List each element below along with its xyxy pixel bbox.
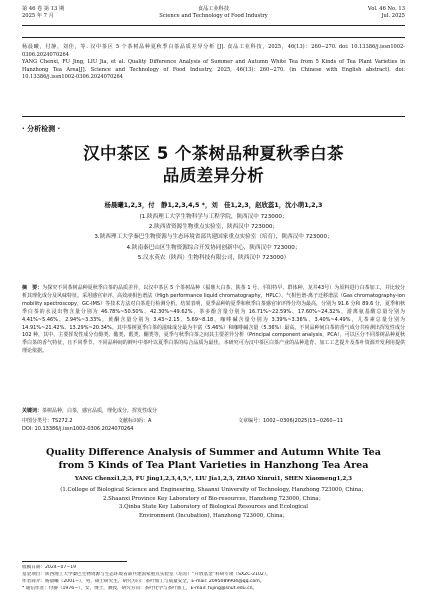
affiliation-cn: 4.陕南秦巴山区生物资源综合开发协同创新中心，陕西汉中 723000；	[126, 244, 301, 251]
affiliation-en: 2.Shaanxi Province Key Laboratory of Bio-resources, Hanzhong 723000, China；	[102, 495, 325, 502]
affiliation-en: (1.College of Biological Science and Engineering, Shaanxi University of Technology, Hanzhong 723000, China；	[60, 487, 367, 493]
document-code: 文献标识码：A	[118, 418, 152, 424]
header-rule	[22, 25, 405, 26]
keywords-cn	[22, 407, 405, 414]
clc-number: 中图分类号：TS272.2	[22, 418, 73, 424]
authors-cn: 杨晨曦1,2,3，付 静1,2,3,4,5 *，刘 佳1,2,3，赵欣蕊1，沈小萌1,2,3	[104, 201, 323, 209]
funding-note: 基金项目：陕西理工大学秦巴生物资源与生态环境省部共建国家重点实验室（培育）“开放基金”科研专项（SXZC-2102）。	[22, 571, 271, 577]
affiliation-en: 3.Qinba State Key Laboratory of Biological Resources and Ecological	[119, 504, 308, 511]
header-volume-en: Vol. 46 No. 13	[367, 6, 405, 12]
abstract-text: 为探究不同茶树品种夏秋季白茶的品质差异，以汉中茶区 5 个茶树品种（福鼎大白茶、陕茶 1 号、平阳特早、群体种、龙井43号）为原料进行白茶加工，并比较分析其理化成分及风味特征。采用感官审评、高效液相色谱法（High performance liquid chromatography，HPLC）、气相色谱-离子迁移谱法（Gas chromatography-ion mobility spectroscopy，GC-IMS）等技术方法对白茶进行检测分析。结果表明，夏季品种的夏季和秋季白茶感官审评得分均为最高，分别为 91.6 分和 89.6 分，夏季和秋季白茶的水浸出物含量分别为 46.78%~50.50%、42.30%~49.62%，茶多酚含量分别为 16.71%~22.59%、17.60%~24.32%，游离氨基酸总量分别为 4.41%~5.46%、2.94%~3.33%，黄酮含量分别为 3.43~2.15、5.69~8.18，咖啡碱含量分别为 3.39%~3.36%、3.40%~4.49%，儿茶素总量分别为 14.91%~21.42%、13.29%~20.34%。其中茶树夏季白茶的滋味成分最为丰富（5.46%）和咖啡碱含量（5.36%）最高。不同品种间白茶的香气成分共检测出挥发性成分 102 种，其中，主要挥发性成分有醇类、酯类、醛类、酮类等，夏季与秋季白茶之间其主要差异分析（Principal component analysis，PCA），可以区分不同茶树品种夏秋季白茶的香气特征，且不同季节、不同品种间的鲜叶中茶叶以夏季白茶的综合品质为最佳。本研究可为汉中茶区白茶产业的品种选育、加工工艺提升及茶叶资源开发利用提供理论依据。	[22, 285, 405, 355]
citation-top-rule	[22, 37, 405, 38]
header-date-en: Jul. 2025	[381, 13, 405, 19]
article-number: 文章编号：1002−0306(2025)13−0260−11	[238, 418, 344, 424]
section-label: · 分析检测 ·	[22, 125, 61, 133]
abstract-label: 摘 要：	[22, 285, 43, 291]
footnote-rule	[22, 561, 127, 562]
title-en-line2: from 5 Kinds of Tea Plant Varieties in Hanzhong Tea Area	[58, 460, 369, 471]
header-volume-right	[368, 6, 405, 20]
affiliation-cn: 5.汉水英农（陕西）生物科技有限公司，陕西汉中 723000）	[137, 254, 290, 261]
title-cn-line1: 汉中茶区 5 个茶树品种夏秋季白茶	[83, 144, 344, 163]
keywords-label: 关键词：	[22, 408, 43, 414]
citation-en: YANG Chenxi, FU Jing, LIU Jia, et al. Quality Difference Analysis of Summer and Autumn White Tea from 5 Kinds of Tea Plant Varieties in Hanzhong Tea Area[J]. Science and Technology of Food Industry, 2025, 46(13): 260−270. (in Chinese with English abstract). doi: 10.13386/j.issn1002-0306.2024070264	[22, 59, 405, 81]
header-journal	[22, 6, 405, 20]
keywords-text: 茶树品种，白茶，感官品质，理化成分，挥发性成分	[42, 408, 158, 414]
classification-block	[22, 417, 405, 433]
footnotes	[22, 565, 405, 593]
corresponding-author: * 通信作者：付静（1976−），女，博士，教授，研究方向：茶叶化学与茶叶加工，E-mail: fujing@snut.edu.cn。	[22, 585, 258, 591]
affiliations-cn	[0, 212, 427, 263]
affiliation-cn: (1.陕西理工大学生物科学与工程学院，陕西汉中 723000；	[139, 214, 288, 220]
doi: DOI: 10.13386/j.issn1002-0306.2024070264	[22, 426, 134, 432]
received-date: 收稿日期：2024−07−19	[22, 565, 77, 570]
header-volume: 第 46 卷 第 13 期	[22, 6, 65, 12]
abstract-cn	[22, 285, 405, 356]
title-cn	[0, 143, 427, 187]
affiliations-en	[0, 486, 427, 520]
author-bio: 作者简介：杨晨曦（2001−），男，硕士研究生，研究方向：茶叶加工与质量安全，E-mail: 2095089904@qq.com。	[22, 578, 265, 584]
citation-cn: 杨晨曦，付静，刘佳，等. 汉中茶区 5 个茶树品种夏秋季白茶品质差异分析 [J]. 食品工业科技，2025，46(13)：260−270. doi: 10.13386/j.issn1002-0306.2024070264	[22, 44, 405, 58]
header-date: 2025 年 7 月	[22, 13, 54, 19]
title-en-line1: Quality Difference Analysis of Summer and Autumn White Tea	[46, 447, 381, 458]
authors-en: YANG Chenxi1,2,3, FU Jing1,2,3,4,5,*, LIU Jia1,2,3, ZHAO Xinrui1, SHEN Xiaomeng1,2,3	[74, 476, 353, 482]
header-journal-cn: 食品工业科技	[197, 6, 230, 12]
citation-block	[22, 44, 405, 82]
affiliation-cn: 3.陕西理工大学秦巴生物资源与生态环境省部共建国家重点实验室（培育），陕西汉中 723000；	[94, 234, 333, 241]
header-journal-en: Science and Technology of Food Industry	[159, 13, 268, 19]
title-cn-line2: 品质差异分析	[162, 166, 265, 185]
citation-bottom-rule	[22, 116, 405, 117]
title-en	[0, 446, 427, 472]
affiliation-en: Environment (Incubation), Hanzhong 723000, China；	[138, 512, 289, 519]
affiliation-cn: 2.陕西省资源生物重点实验室，陕西汉中 723000；	[148, 224, 279, 231]
